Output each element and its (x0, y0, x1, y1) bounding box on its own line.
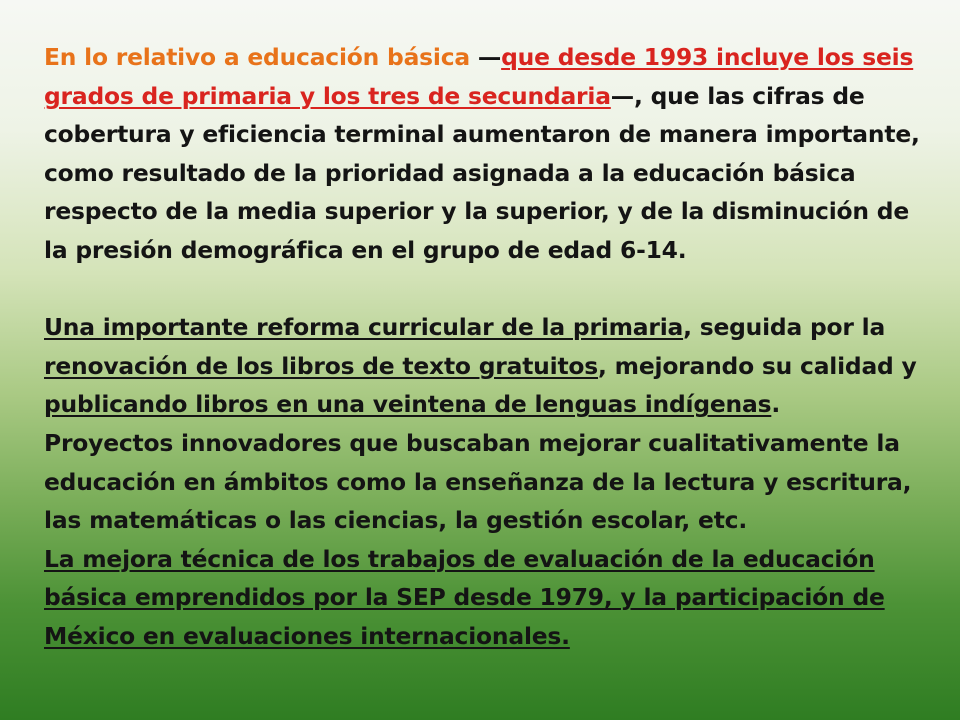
dash-open: — (477, 43, 502, 71)
text-period: . (771, 390, 780, 419)
underlined-indigenous: publicando libros en una veintena de lenguas indígenas (44, 390, 772, 419)
text-connector-2: , mejorando su calidad y (598, 351, 917, 380)
underlined-evaluation: La mejora técnica de los trabajos de evaluación de la educación básica emprendidos por la SEP desde 1979, y la participación de México en evaluaciones internacionales. (44, 544, 885, 650)
text-connector-1: , seguida por la (683, 313, 886, 342)
lead-text: En lo relativo a educación básica (44, 43, 478, 71)
paragraph-innovative-projects: Proyectos innovadores que buscaban mejorar cualitativamente la educación en ámbitos como la enseñanza de la lectura y escritura, las matemáticas o las ciencias, la gestión escolar, etc. (44, 428, 912, 535)
underlined-textbooks: renovación de los libros de texto gratuitos (44, 351, 599, 380)
paragraph-gap (44, 270, 928, 309)
paragraph-education-coverage (44, 38, 928, 270)
paragraph-curricular-reform (44, 308, 928, 424)
paragraph-rest: —, que las cifras de cobertura y eficiencia terminal aumentaron de manera importante, como resultado de la prioridad asignada a la educación básica respecto de la media superior y la superior, y de la disminución de la presión demográfica en el grupo de edad 6-14. (44, 81, 920, 264)
underlined-reform: Una importante reforma curricular de la primaria (44, 313, 684, 342)
slide-text-block (44, 38, 928, 656)
highlight-text: que desde 1993 incluye los seis grados de primaria y los tres de secundaria (44, 43, 914, 110)
paragraph-evaluation (44, 540, 928, 656)
